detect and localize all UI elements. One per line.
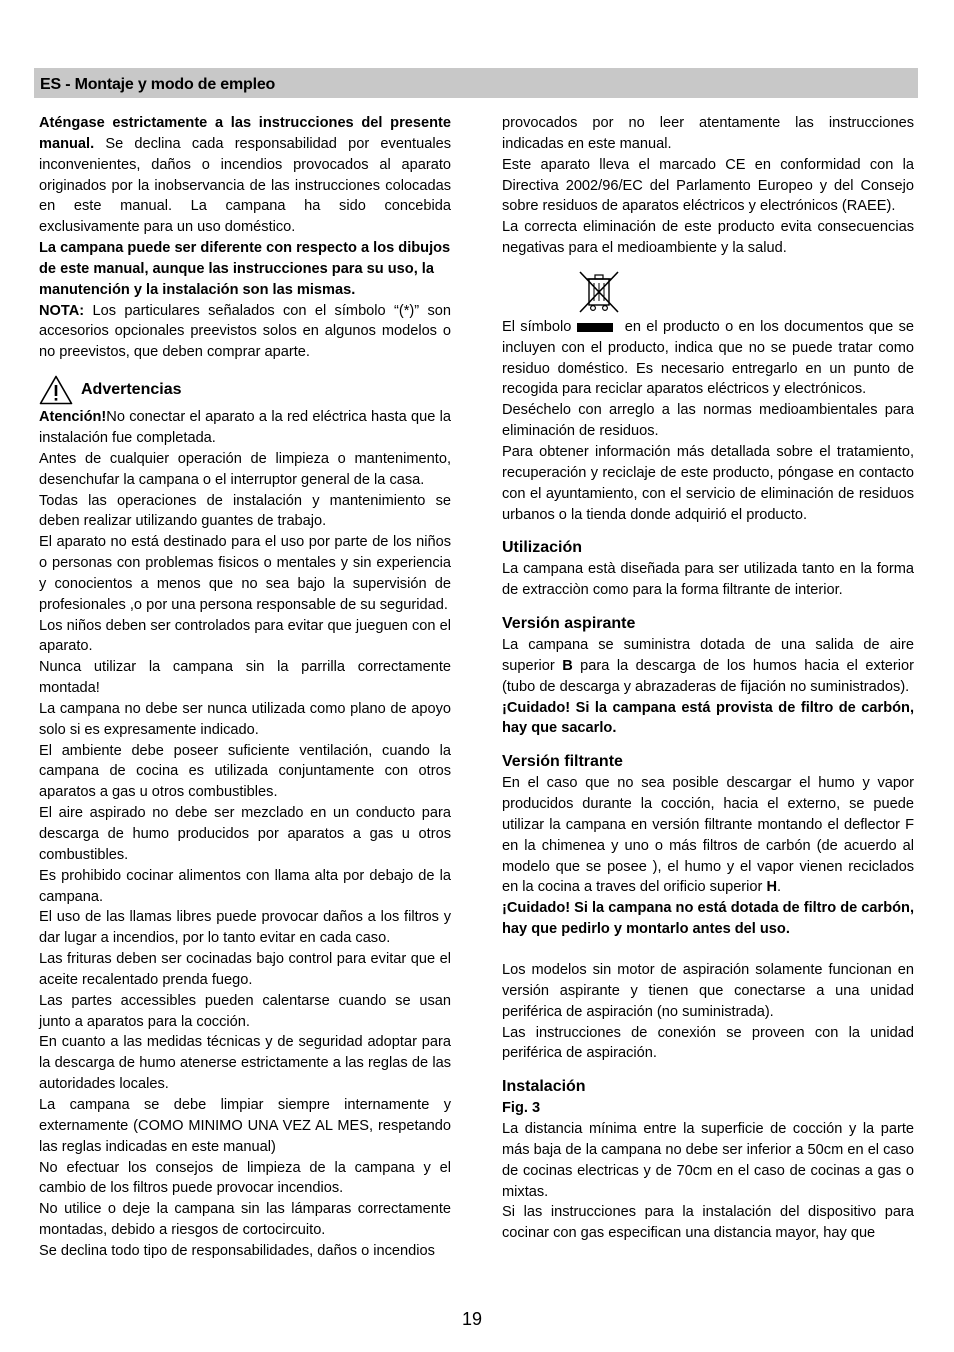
eliminacion-paragraph: La correcta eliminación de este producto evita consecuencias negativas para el medioambiente y la salud. (502, 219, 914, 257)
warning-paragraph: Todas las operaciones de instalación y mantenimiento se deben realizar utilizando guantes de trabajo. (39, 492, 451, 530)
section-title: ES - Montaje y modo de empleo (40, 76, 276, 93)
deseche-paragraph: Deséchelo con arreglo a las normas medioambientales para eliminación de residuos. (502, 402, 914, 440)
advertencias-heading: Advertencias (81, 381, 182, 399)
fig-label: Fig. 3 (502, 1100, 541, 1117)
warning-paragraph: Las frituras deben ser cocinadas bajo control para evitar que el aceite recalentado prenda fuego. (39, 951, 451, 988)
aspirante-heading: Versión aspirante (502, 615, 636, 633)
filtrante-pre: En el caso que no sea posible descargar el humo y vapor producidos durante la cocción, hacia el externo, se puede utilizar la campana en versión filtrante montando el deflector F en la chimenea y uno o más filtros de carbón (de acuerdo al modelo que se posee ), el humo y el vapor vienen reciclados en la cocina a traves del orificio superior (502, 775, 914, 896)
warning-paragraph: Los niños deben ser controlados para evitar que jueguen con el aparato. (39, 617, 451, 655)
warning-paragraph: Las partes accessibles pueden calentarse cuando se usan junto a aparatos para la cocción. (39, 992, 451, 1030)
gas-paragraph: Si las instrucciones para la instalación del dispositivo para cocinar con gas especifican una distancia mayor, hay que (502, 1204, 914, 1242)
modelos-paragraph: Los modelos sin motor de aspiración solamente funcionan en versión aspirante y tienen que conectarse a una unidad periférica de aspiración (no suministrada). (502, 962, 914, 1020)
warning-paragraph: No utilice o deje la campana sin las lámparas correctamente montadas, debido a riesgos de cortocircuito. (39, 1201, 451, 1239)
warning-paragraph: No efectuar los consejos de limpieza de la campana y el cambio de los filtros puede provocar incendios. (39, 1159, 451, 1197)
filtrante-post: . (777, 879, 782, 896)
warning-triangle-icon (39, 375, 73, 405)
simbolo-pre: El símbolo (502, 318, 572, 335)
utilizacion-paragraph: La campana està diseñada para ser utilizada tanto en la forma de extracciòn como para la forma filtrante de interior. (502, 561, 914, 599)
warning-paragraph: El ambiente debe poseer suficiente ventilación, cuando la campana de cocina es utilizada conjuntamente con otros aparatos a gas u otros combustibles. (39, 742, 451, 801)
ce-paragraph: Este aparato lleva el marcado CE en conformidad con la Directiva 2002/96/EC del Parlamento Europeo y del Consejo sobre residuos de aparatos eléctricos y electrónicos (RAEE). (502, 156, 914, 215)
warning-paragraph: La campana se debe limpiar siempre internamente y externamente (COMO MINIMO UNA VEZ AL MES, respetando las reglas indicadas en este manual) (39, 1096, 451, 1155)
aspirante-post: para la descarga de los humos hacia el exterior (tubo de descarga y abrazaderas de fijación no suministrados). (502, 657, 915, 695)
aspirante-pre: La campana se suministra dotada de una salida de aire superior (502, 637, 914, 674)
intro-rest: Se declina cada responsabilidad por eventuales inconvenientes, daños o incendios provocados al aparato originados por la inobservancia de las instrucciones colocadas en este manual. La campana ha sido concebida exclusivamente para un uso doméstico. (39, 135, 451, 236)
intro-bold: Aténgase estrictamente a las instrucciones del presente manual. (39, 115, 451, 152)
simbolo-post: en el producto o en los documentos que se incluyen con el producto, indica que no se puede tratar como residuo doméstico. Es necesario entregarlo en un punto de recogida para reciclar aparatos eléctricos y electrónicos. (502, 318, 914, 398)
left-column (39, 113, 451, 1262)
page-number: 19 (462, 1309, 483, 1329)
nota-label: NOTA: (39, 302, 85, 319)
filtrante-cuidado: ¡Cuidado! Si la campana no está dotada de filtro de carbón, hay que pedirlo y montarlo antes del uso. (502, 900, 914, 938)
filtrante-heading: Versión filtrante (502, 753, 623, 771)
intro-paragraph (39, 113, 451, 238)
filtrante-paragraph (502, 773, 914, 898)
conexion-paragraph: Las instrucciones de conexión se proveen con la unidad periférica de aspiración. (502, 1024, 914, 1062)
warning-paragraph: Nunca utilizar la campana sin la parrilla correctamente montada! (39, 659, 451, 697)
warning-paragraph: El aparato no está destinado para el uso por parte de los niños o personas con problemas fisicos o mentales y sin experiencia y conocientos a menos que no sea bajo la supervisión de profesionales ,o por una persona responsable de su seguridad. (39, 534, 451, 613)
section-header-bar (34, 68, 918, 98)
nota-paragraph (39, 301, 451, 364)
warning-paragraph: En cuanto a las medidas técnicas y de seguridad adoptar para la descarga de humo atenerse estrictamente a las reglas de las autoridades locales. (39, 1034, 451, 1093)
warning-paragraph: Se declina todo tipo de responsabilidades, daños o incendios (39, 1242, 435, 1259)
warning-paragraph: El uso de las llamas libres puede provocar daños a los filtros y dar lugar a incendios, por lo tanto evitar en cada caso. (39, 909, 451, 947)
nota-text: Los particulares señalados con el símbolo “(*)” son accesorios opcionales preevistos solos en algunos modelos o no preevistos, que deben comprar aparte. (39, 302, 451, 361)
continuation-paragraph: provocados por no leer atentamente las instrucciones indicadas en este manual. (502, 115, 914, 152)
warning-paragraph: El aire aspirado no debe ser mezclado en un conducto para descarga de humo producidos por aparatos a gas u otros combustibles. (39, 805, 451, 863)
atencion-paragraph (39, 407, 451, 449)
distancia-paragraph: La distancia mínima entre la superficie de cocción y la parte más baja de la campana no debe ser inferior a 50cm en el caso de cocinas electricas y de 70cm en el caso de cocinas a gas o mixtas. (502, 1121, 914, 1200)
crossed-out-bin-icon (576, 269, 622, 315)
aspirante-cuidado: ¡Cuidado! Si la campana está provista de filtro de carbón, hay que sacarlo. (502, 699, 914, 737)
weee-bar-symbol-icon (577, 323, 613, 332)
warning-paragraph: La campana no debe ser nunca utilizada como plano de apoyo solo si es expresamente indicado. (39, 700, 451, 738)
atencion-text: No conectar el aparato a la red eléctrica hasta que la instalación fue completada. (39, 409, 451, 446)
atencion-label: Atención! (39, 409, 107, 426)
right-column (502, 113, 914, 1244)
aspirante-b-label: B (562, 657, 573, 674)
info-paragraph: Para obtener información más detallada sobre el tratamiento, recuperación y reciclaje de este producto, póngase en contacto con el ayuntamiento, con el servicio de eliminación de residuos urbanos o la tienda donde adquirió el producto. (502, 443, 914, 523)
advertencias-heading-row (39, 373, 451, 407)
instalacion-heading: Instalación (502, 1078, 586, 1096)
warning-paragraph: Es prohibido cocinar alimentos con llama alta por debajo de la campana. (39, 867, 451, 905)
warning-paragraph: Antes de cualquier operación de limpieza o mantenimento, desenchufar la campana o el interruptor general de la casa. (39, 450, 451, 488)
filtrante-h-label: H (766, 879, 777, 896)
utilizacion-heading: Utilización (502, 539, 583, 557)
aspirante-paragraph (502, 635, 914, 698)
campana-diferente-paragraph: La campana puede ser diferente con respecto a los dibujos de este manual, aunque las instrucciones para su uso, la manutención y la instalación son las mismas. (39, 240, 451, 298)
simbolo-paragraph (502, 317, 914, 400)
